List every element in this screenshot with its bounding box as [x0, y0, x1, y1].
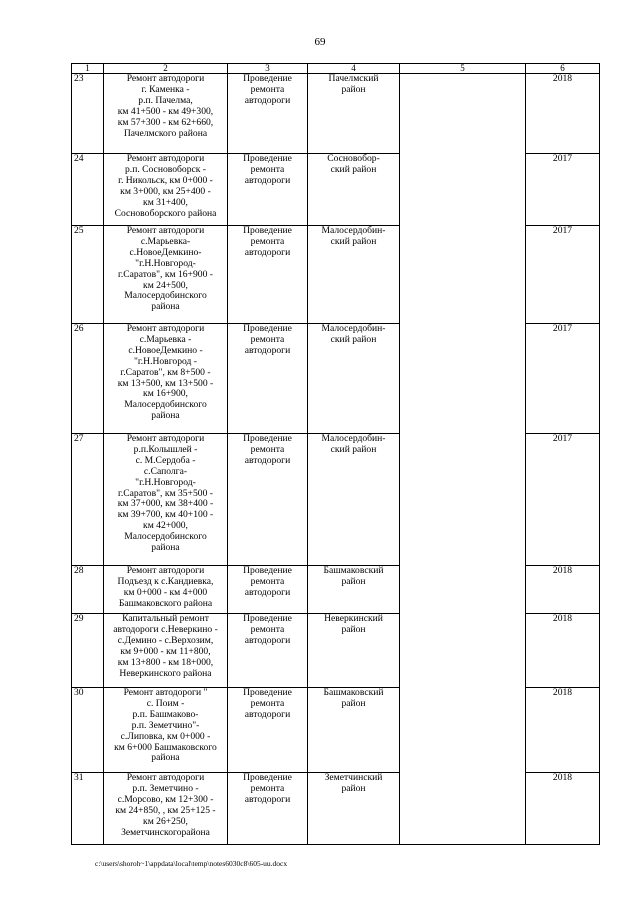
year: 2018	[526, 688, 600, 773]
year: 2018	[526, 74, 600, 154]
row-number: 23	[72, 74, 104, 154]
year: 2017	[526, 434, 600, 566]
object-name: Ремонт автодороги р.п. Земетчино - с.Морсово, км 12+300 - км 24+850, , км 25+125 - км 26+250, Земетчинскогорайона	[104, 773, 228, 845]
year: 2017	[526, 154, 600, 226]
table-row	[72, 74, 600, 154]
object-name: Ремонт автодороги р.п. Сосновоборск - г. Никольск, км 0+000 - км 3+000, км 25+400 - км 31+400, Сосновоборского района	[104, 154, 228, 226]
object-name: Капитальный ремонт автодороги с.Неверкино - с.Демино - с.Верхозим, км 9+000 - км 11+800, км 13+800 - км 18+000, Неверкинского района	[104, 614, 228, 688]
work-type: Проведение ремонта автодороги	[228, 566, 308, 614]
row-number: 26	[72, 324, 104, 434]
row-number: 25	[72, 226, 104, 324]
work-type: Проведение ремонта автодороги	[228, 688, 308, 773]
column-header: 2	[104, 64, 228, 74]
row-number: 24	[72, 154, 104, 226]
column-header: 3	[228, 64, 308, 74]
work-type: Проведение ремонта автодороги	[228, 614, 308, 688]
row-number: 28	[72, 566, 104, 614]
work-type: Проведение ремонта автодороги	[228, 434, 308, 566]
object-name: Ремонт автодороги с.Марьевка- с.НовоеДемкино- "г.Н.Новгород- г.Саратов", км 16+900 - км 24+500, Малосердобинского района	[104, 226, 228, 324]
district: Малосердобин- ский район	[308, 226, 400, 324]
district: Башмаковский район	[308, 566, 400, 614]
column-header: 4	[308, 64, 400, 74]
column-header: 6	[526, 64, 600, 74]
object-name: Ремонт автодороги р.п.Колышлей - с. М.Сердоба - с.Саполга- "г.Н.Новгород- г.Саратов", км 35+500 - км 37+000, км 38+400 - км 39+700, км 40+100 - км 42+000, Малосердобинского района	[104, 434, 228, 566]
district: Неверкинский район	[308, 614, 400, 688]
work-type: Проведение ремонта автодороги	[228, 773, 308, 845]
object-name: Ремонт автодороги г. Каменка - р.п. Пачелма, км 41+500 - км 49+300, км 57+300 - км 62+660, Пачелмского района	[104, 74, 228, 154]
year: 2018	[526, 773, 600, 845]
row-number: 29	[72, 614, 104, 688]
district: Сосновобор- ский район	[308, 154, 400, 226]
year: 2018	[526, 566, 600, 614]
column-header: 5	[400, 64, 526, 74]
column-header: 1	[72, 64, 104, 74]
district: Малосердобин- ский район	[308, 324, 400, 434]
object-name: Ремонт автодороги Подъезд к с.Кандиевка, км 0+000 - км 4+000 Башмаковского района	[104, 566, 228, 614]
district: Земетчинский район	[308, 773, 400, 845]
row-number: 27	[72, 434, 104, 566]
work-type: Проведение ремонта автодороги	[228, 324, 308, 434]
district: Пачелмский район	[308, 74, 400, 154]
column-5-cell	[400, 74, 526, 845]
work-type: Проведение ремонта автодороги	[228, 226, 308, 324]
district: Башмаковский район	[308, 688, 400, 773]
work-type: Проведение ремонта автодороги	[228, 154, 308, 226]
object-name: Ремонт автодороги " с. Поим - р.п. Башмаково- р.п. Земетчино"- с.Липовка, км 0+000 - км 6+000 Башмаковского района	[104, 688, 228, 773]
page-number: 69	[314, 36, 326, 48]
object-name: Ремонт автодороги с.Марьевка - с.НовоеДемкино - "г.Н.Новгород - г.Саратов", км 8+500 - км 13+500, км 13+500 - км 16+900, Малосердобинского района	[104, 324, 228, 434]
year: 2017	[526, 324, 600, 434]
district: Малосердобин- ский район	[308, 434, 400, 566]
row-number: 31	[72, 773, 104, 845]
work-type: Проведение ремонта автодороги	[228, 74, 308, 154]
row-number: 30	[72, 688, 104, 773]
roads-table	[71, 63, 600, 845]
header-row	[72, 64, 600, 74]
footer-file-path: c:\users\shoroh~1\appdata\local\temp\notes6030c8\605-uu.docx	[95, 859, 288, 868]
year: 2017	[526, 226, 600, 324]
year: 2018	[526, 614, 600, 688]
